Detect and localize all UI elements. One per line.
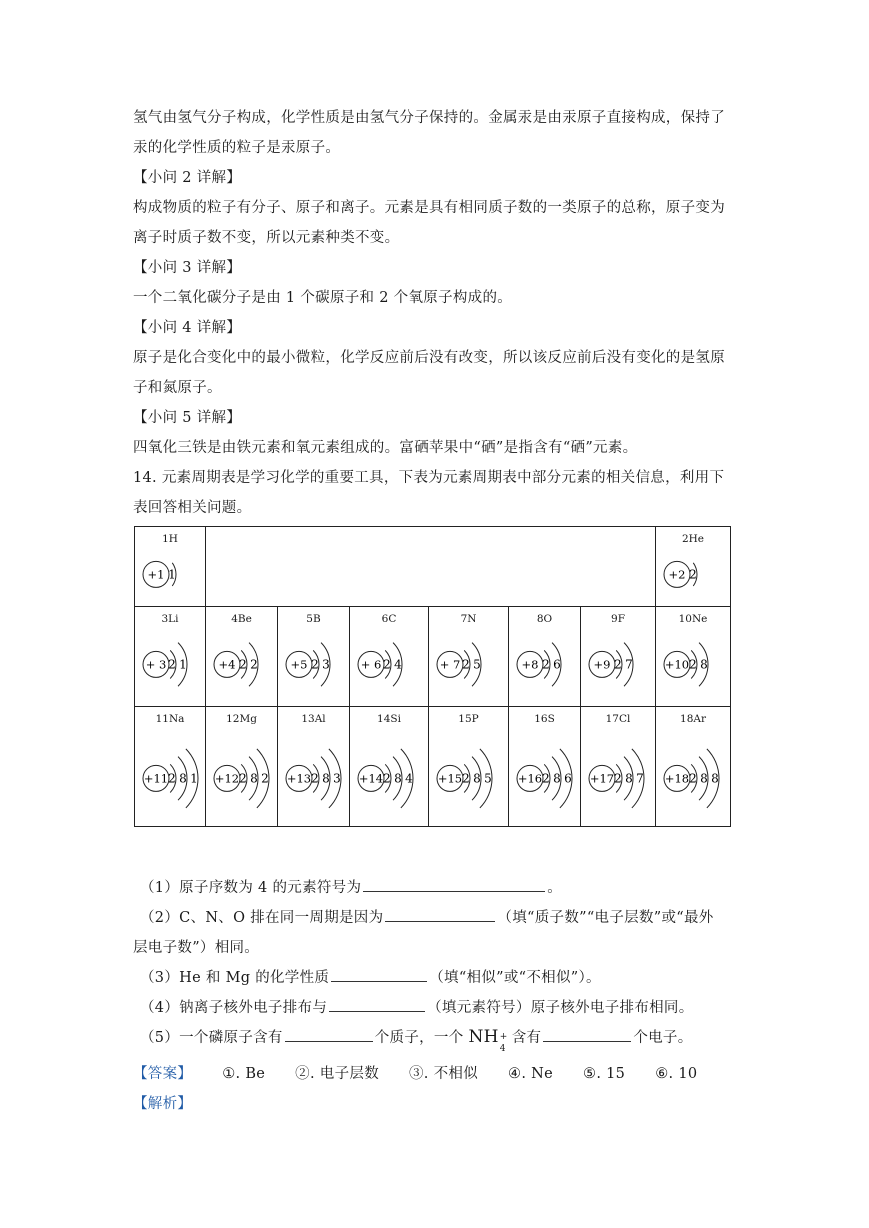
atom-diagram xyxy=(278,707,349,826)
electron-count: 1 xyxy=(190,771,198,786)
nucleus-charge: +18 xyxy=(664,771,690,786)
element-cell-p xyxy=(429,707,509,827)
question-1 xyxy=(140,876,562,897)
periodic-table xyxy=(134,526,731,827)
atom-diagram xyxy=(509,707,580,826)
electron-count: 2 xyxy=(311,657,319,672)
nucleus-charge: +15 xyxy=(437,771,463,786)
electron-count: 2 xyxy=(614,771,622,786)
electron-count: 4 xyxy=(405,771,413,786)
answer-item: ⑥. 10 xyxy=(655,1066,698,1082)
atom-diagram xyxy=(278,607,349,706)
nucleus-charge: +8 xyxy=(521,657,539,672)
nucleus-charge: +2 xyxy=(668,567,686,582)
question-text: （5）一个磷原子含有 xyxy=(140,1030,283,1046)
nucleus-charge: +10 xyxy=(664,657,690,672)
atom-diagram xyxy=(135,607,205,706)
element-cell-be xyxy=(206,607,278,707)
element-label: 15P xyxy=(458,713,479,725)
nucleus-charge: +4 xyxy=(218,657,236,672)
nucleus-charge: +17 xyxy=(589,771,615,786)
nucleus-charge: +16 xyxy=(517,771,543,786)
question-text: （4）钠离子核外电子排布与 xyxy=(140,1000,328,1016)
question-2-cont: 层电子数”）相同。 xyxy=(133,940,260,956)
electron-count: 4 xyxy=(394,657,402,672)
element-cell-cl xyxy=(581,707,656,827)
nucleus-charge: +13 xyxy=(286,771,312,786)
question-5 xyxy=(140,1026,693,1054)
answer-item: ⑤. 15 xyxy=(583,1066,626,1082)
element-cell-b xyxy=(278,607,350,707)
element-cell-li xyxy=(135,607,206,707)
element-label: 1H xyxy=(162,533,178,545)
electron-count: 2 xyxy=(383,771,391,786)
element-label: 18Ar xyxy=(680,713,706,725)
element-label: 5B xyxy=(306,613,321,625)
electron-count: 2 xyxy=(250,657,258,672)
answer-blank[interactable] xyxy=(385,907,495,922)
empty-cell xyxy=(206,527,656,607)
element-label: 14Si xyxy=(377,713,401,725)
element-cell-ne xyxy=(656,607,731,707)
electron-count: 2 xyxy=(689,771,697,786)
electron-count: 2 xyxy=(239,771,247,786)
nucleus-charge: + 3 xyxy=(145,657,167,672)
nucleus-charge: +5 xyxy=(290,657,308,672)
electron-count: 2 xyxy=(542,657,550,672)
nucleus-charge: +9 xyxy=(593,657,611,672)
electron-count: 2 xyxy=(462,657,470,672)
electron-count: 2 xyxy=(689,657,697,672)
answer-blank[interactable] xyxy=(331,967,427,982)
paragraph-line: 构成物质的粒子有分子、原子和离子。元素是具有相同质子数的一类原子的总称，原子变为 xyxy=(133,200,725,216)
electron-count: 5 xyxy=(473,657,481,672)
element-label: 9F xyxy=(611,613,625,625)
electron-count: 8 xyxy=(625,771,633,786)
electron-count: 6 xyxy=(553,657,561,672)
answer-blank[interactable] xyxy=(329,997,425,1012)
atom-diagram xyxy=(206,707,277,826)
element-cell-f xyxy=(581,607,656,707)
electron-count: 8 xyxy=(553,771,561,786)
element-label: 17Cl xyxy=(605,713,631,725)
element-cell-o xyxy=(509,607,581,707)
electron-count: 2 xyxy=(168,771,176,786)
element-cell-s xyxy=(509,707,581,827)
electron-count: 8 xyxy=(700,657,708,672)
atom-diagram xyxy=(509,607,580,706)
element-label: 3Li xyxy=(161,613,179,625)
answer-item: ①. Be xyxy=(222,1066,266,1082)
nucleus-charge: + 7 xyxy=(439,657,461,672)
paragraph-line: 氢气由氢气分子构成，化学性质是由氢气分子保持的。金属汞是由汞原子直接构成，保持了 xyxy=(133,110,725,126)
question-text: （填“相似”或“不相似”）。 xyxy=(429,970,601,986)
electron-count: 8 xyxy=(711,771,719,786)
atom-diagram xyxy=(135,527,205,606)
question-4 xyxy=(140,996,694,1017)
question-text: 个电子。 xyxy=(633,1030,693,1046)
electron-count: 2 xyxy=(542,771,550,786)
element-cell-n xyxy=(429,607,509,707)
element-cell-h xyxy=(135,527,206,607)
nucleus-charge: +12 xyxy=(214,771,240,786)
element-cell-ar xyxy=(656,707,731,827)
nucleus-charge: +11 xyxy=(143,771,169,786)
answer-blank[interactable] xyxy=(543,1027,631,1042)
paragraph-line: 子和氮原子。 xyxy=(133,380,222,396)
atom-diagram xyxy=(656,707,730,826)
electron-count: 3 xyxy=(333,771,341,786)
element-label: 16S xyxy=(534,713,555,725)
electron-count: 3 xyxy=(322,657,330,672)
atom-diagram xyxy=(135,707,205,826)
nucleus-charge: +14 xyxy=(358,771,384,786)
atom-diagram xyxy=(350,607,428,706)
nucleus-charge: + 6 xyxy=(360,657,382,672)
atom-diagram xyxy=(350,707,428,826)
question-3 xyxy=(140,966,601,987)
electron-count: 2 xyxy=(261,771,269,786)
element-label: 13Al xyxy=(301,713,326,725)
element-label: 7N xyxy=(460,613,477,625)
electron-count: 8 xyxy=(250,771,258,786)
answer-label: 【答案】 xyxy=(133,1066,193,1082)
element-label: 12Mg xyxy=(226,713,257,725)
answer-blank[interactable] xyxy=(285,1027,373,1042)
atom-diagram xyxy=(206,607,277,706)
element-cell-c xyxy=(350,607,429,707)
electron-count: 1 xyxy=(179,657,187,672)
electron-count: 2 xyxy=(311,771,319,786)
electron-count: 2 xyxy=(614,657,622,672)
electron-count: 2 xyxy=(462,771,470,786)
formula-charge: + xyxy=(499,1032,508,1042)
section-heading: 【小问 2 详解】 xyxy=(133,170,242,186)
element-label: 10Ne xyxy=(678,613,708,625)
element-label: 2He xyxy=(681,533,705,545)
answer-item: ③. 不相似 xyxy=(409,1066,479,1082)
electron-count: 1 xyxy=(168,567,176,582)
answer-line xyxy=(133,1062,697,1083)
question-text: （填“质子数”“电子层数”或“最外 xyxy=(497,910,714,926)
element-cell-si xyxy=(350,707,429,827)
element-label: 11Na xyxy=(155,713,185,725)
question-stem: 表回答相关问题。 xyxy=(133,500,252,516)
formula-main: NH xyxy=(468,1027,499,1047)
question-text: 含有 xyxy=(511,1030,542,1046)
question-2 xyxy=(140,906,714,927)
paragraph-line: 原子是化合变化中的最小微粒，化学反应前后没有改变，所以该反应前后没有变化的是氢原 xyxy=(133,350,725,366)
electron-count: 8 xyxy=(473,771,481,786)
section-heading: 【小问 4 详解】 xyxy=(133,320,242,336)
atom-diagram xyxy=(581,607,655,706)
electron-count: 8 xyxy=(179,771,187,786)
question-text: 。 xyxy=(547,880,563,896)
section-heading: 【小问 3 详解】 xyxy=(133,260,242,276)
electron-count: 8 xyxy=(322,771,330,786)
electron-count: 5 xyxy=(484,771,492,786)
electron-count: 2 xyxy=(168,657,176,672)
formula-subscript: 4 xyxy=(499,1044,506,1054)
question-text: （2）C、N、O 排在同一周期是因为 xyxy=(140,910,384,926)
element-label: 6C xyxy=(381,613,397,625)
analysis-label: 【解析】 xyxy=(133,1096,193,1112)
answer-blank[interactable] xyxy=(363,877,545,892)
atom-diagram xyxy=(429,607,508,706)
electron-count: 7 xyxy=(625,657,633,672)
answer-item: ②. 电子层数 xyxy=(295,1066,379,1082)
element-cell-he xyxy=(656,527,731,607)
paragraph-line: 一个二氧化碳分子是由 1 个碳原子和 2 个氧原子构成的。 xyxy=(133,290,513,306)
atom-diagram xyxy=(581,707,655,826)
atom-diagram xyxy=(429,707,508,826)
element-label: 8O xyxy=(536,613,553,625)
atom-diagram xyxy=(656,607,730,706)
paragraph-line: 离子时质子数不变，所以元素种类不变。 xyxy=(133,230,400,246)
question-text: 个质子，一个 xyxy=(374,1030,464,1046)
analysis-line xyxy=(133,1092,192,1113)
electron-count: 2 xyxy=(383,657,391,672)
paragraph-line: 四氧化三铁是由铁元素和氧元素组成的。富硒苹果中“硒”是指含有“硒”元素。 xyxy=(133,440,638,456)
question-stem: 14. 元素周期表是学习化学的重要工具，下表为元素周期表中部分元素的相关信息，利用下 xyxy=(133,470,725,486)
element-label: 4Be xyxy=(231,613,252,625)
question-text: （3）He 和 Mg 的化学性质 xyxy=(140,970,330,986)
element-cell-na xyxy=(135,707,206,827)
element-cell-mg xyxy=(206,707,278,827)
answer-item: ④. Ne xyxy=(508,1066,554,1082)
question-text: （填元素符号）原子核外电子排布相同。 xyxy=(427,1000,694,1016)
nucleus-charge: +1 xyxy=(147,567,165,582)
electron-count: 8 xyxy=(700,771,708,786)
question-text: （1）原子序数为 4 的元素符号为 xyxy=(140,880,362,896)
electron-count: 2 xyxy=(689,567,697,582)
electron-count: 8 xyxy=(394,771,402,786)
electron-count: 2 xyxy=(239,657,247,672)
section-heading: 【小问 5 详解】 xyxy=(133,410,242,426)
electron-count: 7 xyxy=(636,771,644,786)
ammonium-formula xyxy=(468,1027,508,1054)
electron-count: 6 xyxy=(564,771,572,786)
paragraph-line: 汞的化学性质的粒子是汞原子。 xyxy=(133,140,341,156)
element-cell-al xyxy=(278,707,350,827)
atom-diagram xyxy=(656,527,730,606)
